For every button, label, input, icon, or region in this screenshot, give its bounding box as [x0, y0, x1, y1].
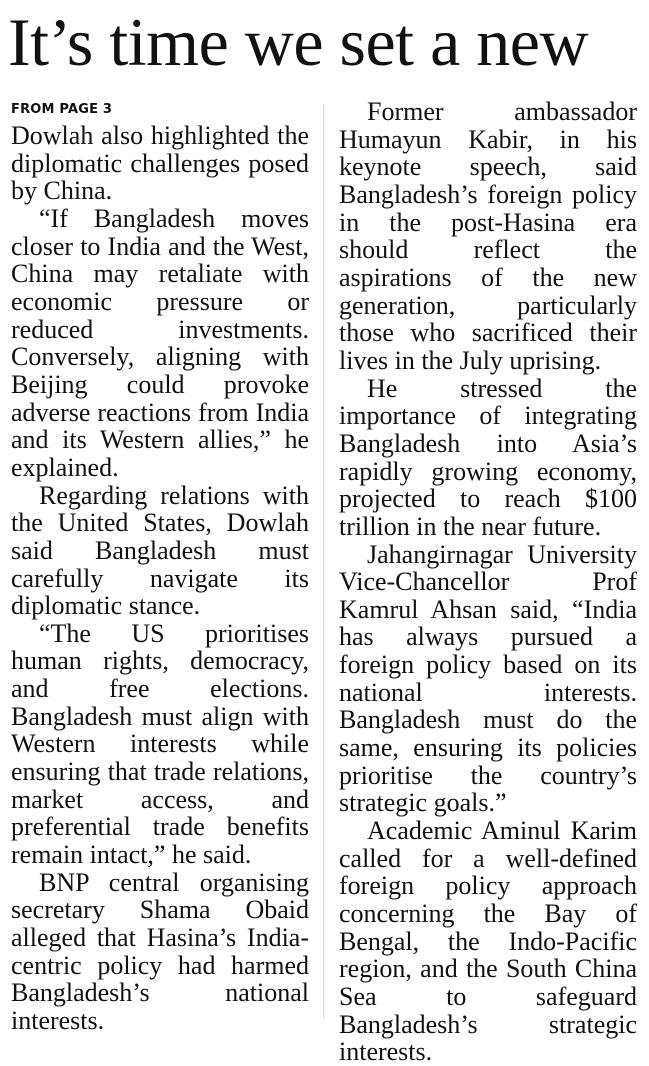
paragraph: He stressed the importance of integrating Bangladesh into Asia’s rapidly growing economy, projected to reach $100 trillion in the near future. — [339, 373, 637, 541]
paragraph: “The US prioritises human rights, democracy, and free elections. Bangladesh must align with Western interests while ensuring that trade relations, market access, and preferential trade benefits remain intact,” he said. — [11, 618, 309, 870]
column-divider — [323, 104, 324, 1019]
article-column-right — [339, 98, 637, 1066]
headline: It’s time we set a new — [8, 4, 589, 80]
paragraph: Former ambassador Humayun Kabir, in his keynote speech, said Bangladesh’s foreign policy in the post-Hasina era should reflect the aspirations of the new generation, particularly those who sacrificed their lives in the July uprising. — [339, 97, 637, 375]
paragraph: Jahangirnagar University Vice-Chancellor Prof Kamrul Ahsan said, “India has always pursued a foreign policy based on its national interests. Bangladesh must do the same, ensuring its policies prioritise the country’s strategic goals.” — [339, 539, 637, 818]
paragraph: Dowlah also highlighted the diplomatic challenges posed by China. — [11, 121, 309, 206]
paragraph: Regarding relations with the United States, Dowlah said Bangladesh must carefully navigate its diplomatic stance. — [11, 480, 309, 621]
paragraph: BNP central organising secretary Shama Obaid alleged that Hasina’s India-centric policy had harmed Bangladesh’s national interests. — [11, 867, 309, 1035]
article-column-left — [11, 98, 309, 1035]
continuation-kicker: FROM PAGE 3 — [11, 102, 113, 117]
paragraph: Academic Aminul Karim called for a well-defined foreign policy approach concerning the Bay of Bengal, the Indo-Pacific region, and the South China Sea to safeguard Bangladesh’s strategic interests. — [339, 816, 637, 1066]
paragraph: “If Bangladesh moves closer to India and the West, China may retaliate with economic pressure or reduced investments. Conversely, aligning with Beijing could provoke adverse reactions from India and its Western allies,” he explained. — [11, 203, 309, 482]
